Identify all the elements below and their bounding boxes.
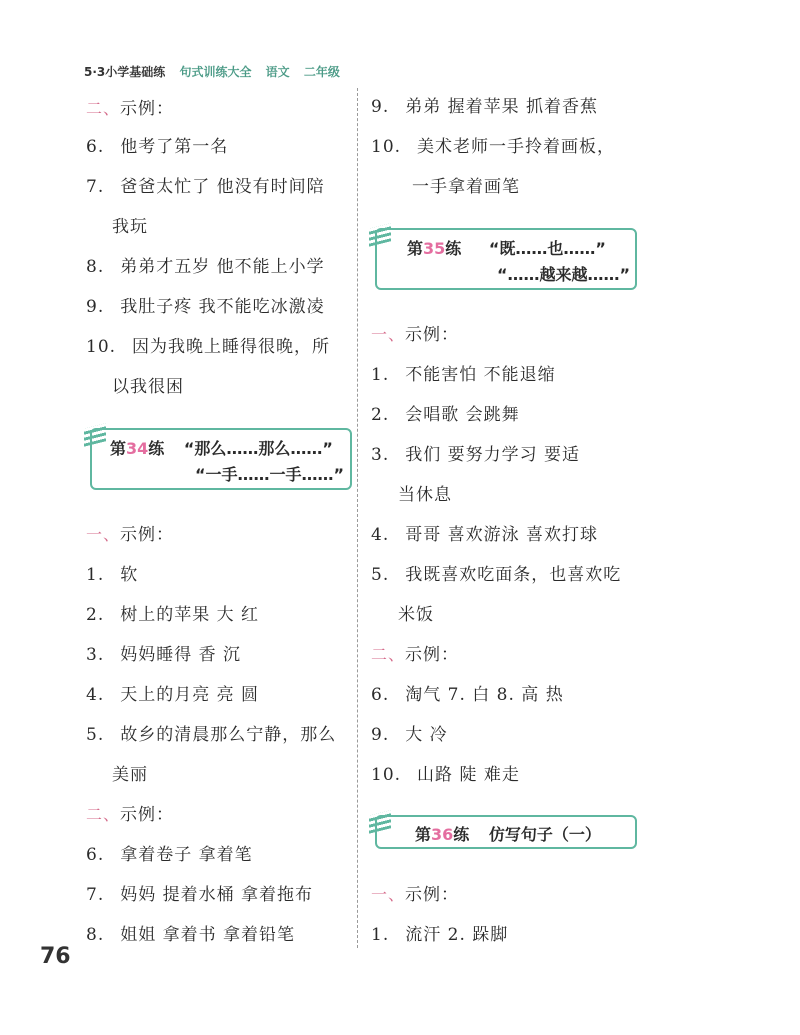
answer-line [86,132,228,157]
answer-line [86,720,336,745]
section-heading [371,320,459,345]
answer-line [371,440,580,465]
badge-subtitle: 仿写句子（一） [488,825,601,844]
item-text: 山路 陡 难走 [417,765,520,785]
item-text: 大 冷 [405,725,448,745]
answer-line [86,292,325,317]
item-text: 天上的月亮 亮 圆 [120,685,260,705]
item-text: 弟弟才五岁 他不能上小学 [120,257,325,277]
page-header [84,63,340,80]
section-heading [86,94,174,119]
item-number: 2. [371,405,390,425]
item-number: 6. [86,845,105,865]
answer-line [371,132,615,157]
item-text: 米饭 [398,605,434,625]
item-number: 9. [86,297,105,317]
answer-line [371,720,448,745]
section-number: 一、 [371,885,406,904]
answer-line [371,520,598,545]
badge-prefix: 第 [415,825,432,844]
item-text: 我既喜欢吃面条，也喜欢吃 [405,565,622,585]
item-number: 7. [86,885,105,905]
item-text: 弟弟 握着苹果 抓着香蕉 [405,97,599,117]
item-number: 6. [86,137,105,157]
item-number: 10. [86,337,117,357]
answer-line [86,560,138,585]
subject-label: 语文 [265,65,290,79]
section-number: 二、 [371,645,406,664]
book-title: 句式训练大全 [179,65,252,79]
answer-line [371,400,520,425]
badge-prefix: 第 [407,239,424,258]
item-number: 9. [371,725,390,745]
badge-number: 36 [431,825,454,844]
section-heading [86,520,174,545]
badge-title [407,236,606,259]
badge-suffix: 练 [445,239,462,258]
brand-label: 5·3小学基础练 [84,65,166,79]
item-number: 10. [371,137,402,157]
answer-line-continued [112,372,184,397]
item-number: 8. [86,257,105,277]
item-number: 6. [371,685,390,705]
badge-stripes-icon [369,223,391,246]
answer-line [371,760,520,785]
item-number: 10. [371,765,402,785]
section-number: 二、 [86,99,121,118]
item-text: 美术老师一手拎着画板， [417,137,616,157]
item-text: 姐姐 拿着书 拿着铅笔 [120,925,296,945]
item-number: 5. [86,725,105,745]
badge-stripes-icon [84,423,106,446]
item-number: 3. [86,645,105,665]
answer-line-continued [398,600,434,625]
item-text: 我玩 [112,217,148,237]
grade-label: 二年级 [303,65,340,79]
answer-line [86,332,330,357]
item-text: 树上的苹果 大 红 [120,605,260,625]
section-label: 示例： [120,99,175,119]
item-text: 软 [120,565,139,585]
answer-line [371,360,556,385]
item-number: 9. [371,97,390,117]
item-number: 8. [86,925,105,945]
section-label: 示例： [405,645,460,665]
item-number: 3. [371,445,390,465]
item-text: 拿着卷子 拿着笔 [120,845,253,865]
item-number: 1. [371,925,390,945]
badge-title [415,822,601,845]
exercise-badge-34 [90,428,352,490]
answer-line [86,880,313,905]
answer-line-continued [112,212,148,237]
answer-line [371,92,598,117]
item-number: 4. [86,685,105,705]
section-label: 示例： [120,805,175,825]
answer-line-continued [398,480,452,505]
answer-line [86,640,241,665]
item-text: 妈妈 提着水桶 拿着拖布 [120,885,314,905]
column-divider [357,88,358,948]
badge-title [110,436,333,459]
answer-line [371,920,508,945]
answer-line [86,252,325,277]
answer-line [86,600,259,625]
item-text: 哥哥 喜欢游泳 喜欢打球 [405,525,599,545]
item-number: 7. [86,177,105,197]
exercise-badge-35 [375,228,637,290]
section-label: 示例： [120,525,175,545]
answer-line [86,172,325,197]
item-text: 会唱歌 会跳舞 [405,405,520,425]
section-heading [371,880,459,905]
item-text: 以我很困 [112,377,184,397]
page-number: 76 [40,944,71,969]
item-number: 2. [86,605,105,625]
item-text: 美丽 [112,765,148,785]
section-heading [371,640,459,665]
badge-line-2: “一手……一手……” [195,465,345,484]
badge-number: 34 [126,439,149,458]
badge-line-1: “那么……那么……” [183,439,333,458]
section-heading [86,800,174,825]
answer-line [86,680,259,705]
item-text: 不能害怕 不能退缩 [405,365,556,385]
answer-line-continued [412,172,520,197]
item-text: 因为我晚上睡得很晚，所 [132,337,331,357]
item-text: 我们 要努力学习 要适 [405,445,581,465]
answer-line [371,560,621,585]
section-number: 一、 [371,325,406,344]
item-text: 当休息 [398,485,452,505]
badge-suffix: 练 [453,825,470,844]
section-number: 一、 [86,525,121,544]
badge-prefix: 第 [110,439,127,458]
item-text: 我肚子疼 我不能吃冰激凌 [120,297,325,317]
badge-line-2: “……越来越……” [497,265,631,284]
item-text: 淘气 7. 白 8. 高 热 [405,685,564,705]
answer-line [86,840,253,865]
item-number: 1. [86,565,105,585]
answer-line [371,680,564,705]
item-number: 4. [371,525,390,545]
answer-line [86,920,295,945]
item-text: 妈妈睡得 香 沉 [120,645,242,665]
section-number: 二、 [86,805,121,824]
item-number: 5. [371,565,390,585]
item-number: 1. [371,365,390,385]
section-label: 示例： [405,325,460,345]
answer-line-continued [112,760,148,785]
exercise-badge-36 [375,815,637,849]
badge-stripes-icon [369,810,391,833]
item-text: 流汗 2. 跺脚 [405,925,509,945]
item-text: 故乡的清晨那么宁静，那么 [120,725,337,745]
badge-suffix: 练 [148,439,165,458]
item-text: 一手拿着画笔 [412,177,520,197]
badge-number: 35 [423,239,446,258]
item-text: 爸爸太忙了 他没有时间陪 [120,177,325,197]
section-label: 示例： [405,885,460,905]
item-text: 他考了第一名 [120,137,229,157]
badge-line-1: “既……也……” [488,239,606,258]
